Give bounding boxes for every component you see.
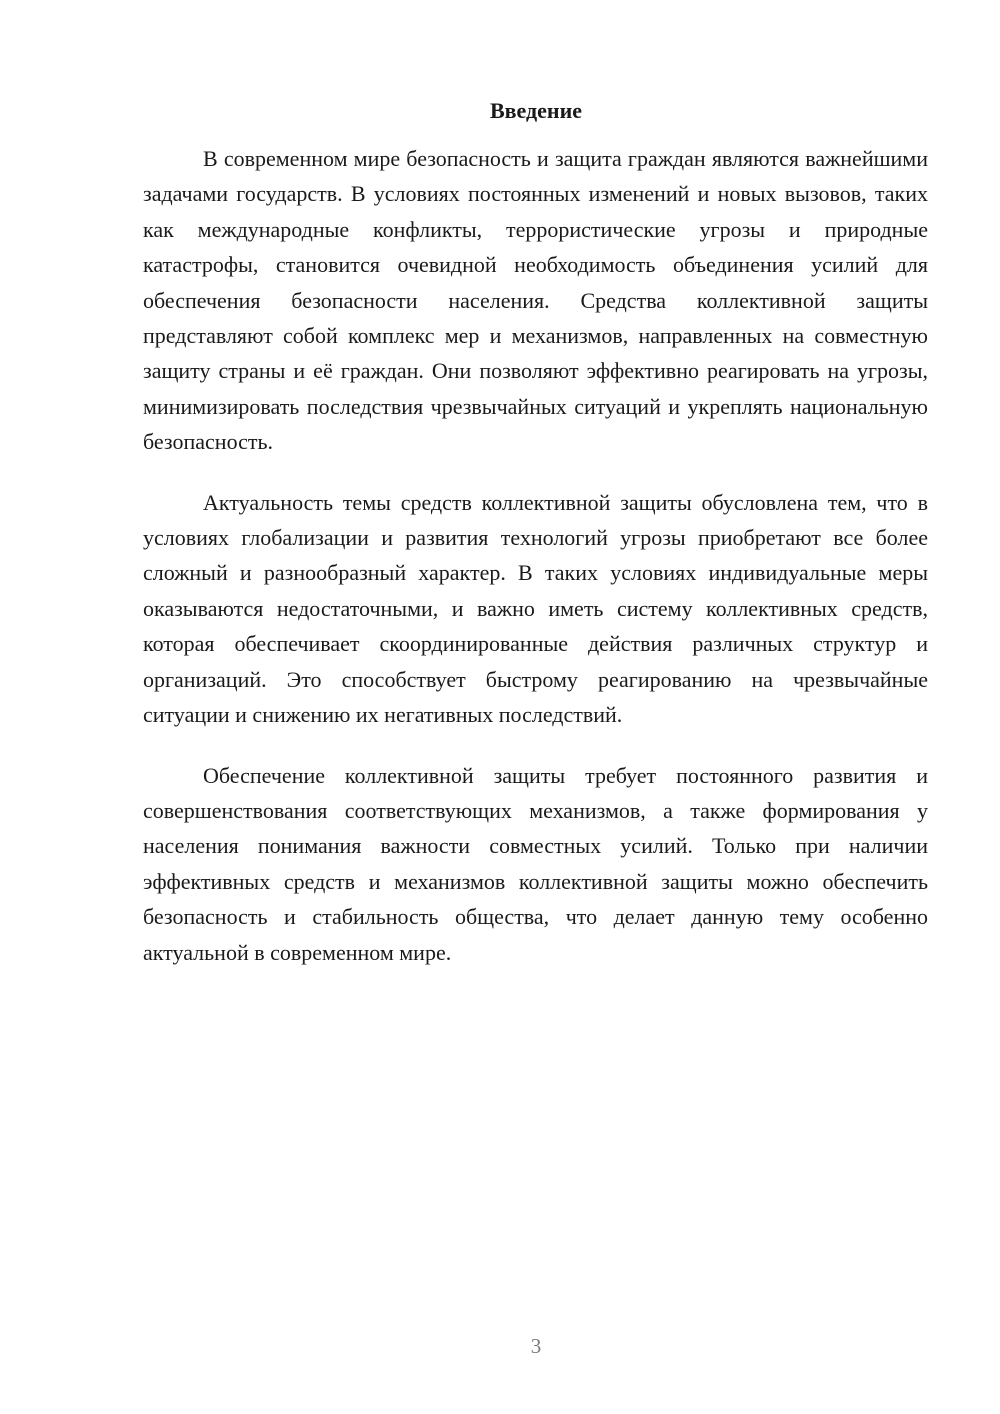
paragraph-3: Обеспечение коллективной защиты требует постоянного развития и совершенствования соответствующих механизмов, а также формирования у населения понимания важности совместных усилий. Только при наличии эффективных средств и механизмов коллективной защиты можно обеспечить безопасность и стабильность общества, что делает данную тему особенно актуальной в современном мире. xyxy=(143,762,928,965)
section-title: Введение xyxy=(489,98,583,123)
paragraph-1: В современном мире безопасность и защита граждан являются важнейшими задачами государств. В условиях постоянных изменений и новых вызовов, таких как международные конфликты, террористические угрозы и природные катастрофы, становится очевидной необходимость объединения усилий для обеспечения безопасности населения. Средства коллективной защиты представляют собой комплекс мер и механизмов, направленных на совместную защиту страны и её граждан. Они позволяют эффективно реагировать на угрозы, минимизировать последствия чрезвычайных ситуаций и укреплять национальную безопасность. xyxy=(143,146,928,455)
body-text xyxy=(143,141,928,995)
paragraph-2: Актуальность темы средств коллективной защиты обусловлена тем, что в условиях глобализации и развития технологий угрозы приобретают все более сложный и разнообразный характер. В таких условиях индивидуальные меры оказываются недостаточными, и важно иметь систему коллективных средств, которая обеспечивает скоординированные действия различных структур и организаций. Это способствует быстрому реагированию на чрезвычайные ситуации и снижению их негативных последствий. xyxy=(143,489,928,728)
page-number: 3 xyxy=(530,1334,542,1358)
